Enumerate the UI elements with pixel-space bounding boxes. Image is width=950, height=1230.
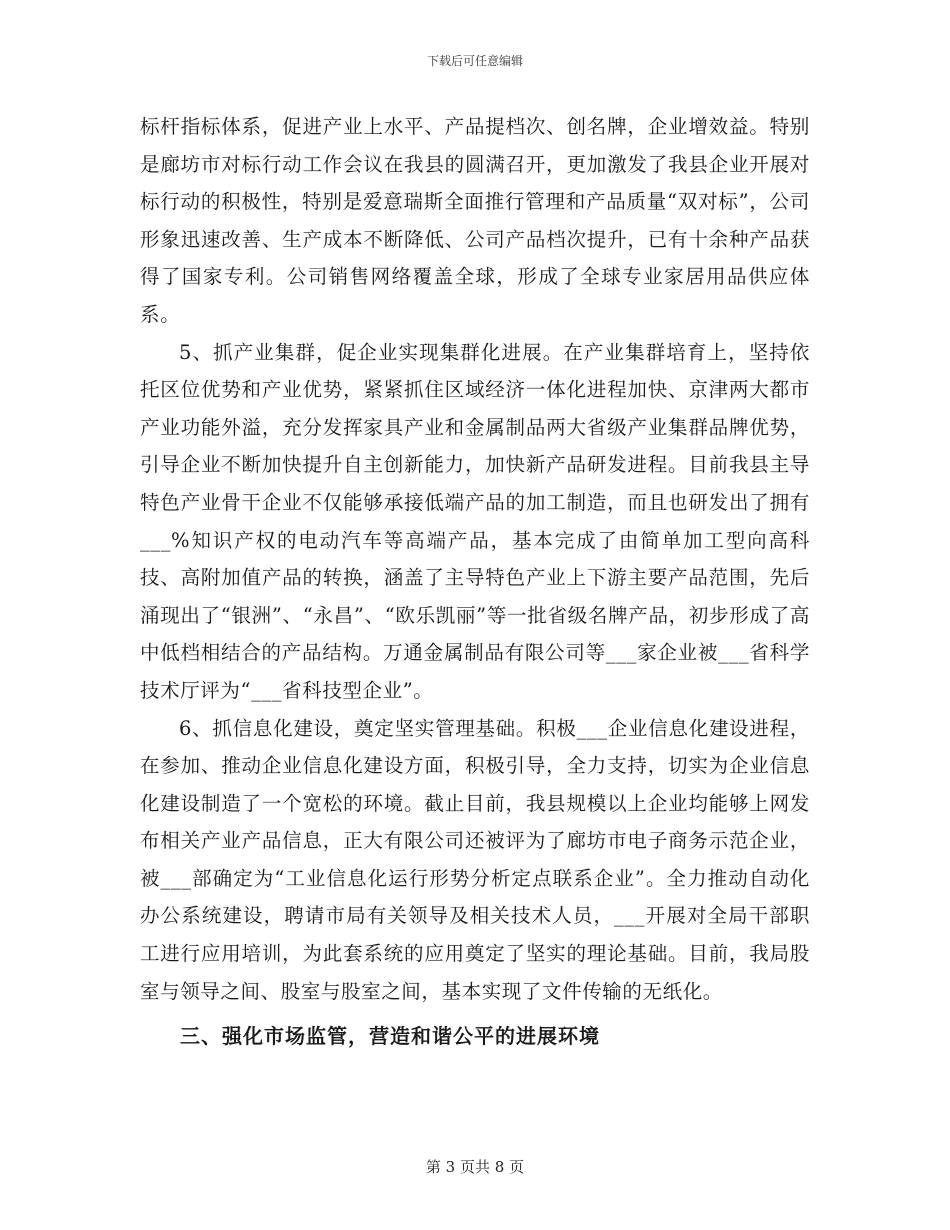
page-number: 第 3 页共 8 页 xyxy=(425,1158,525,1176)
paragraph-continued: 标杆指标体系，促进产业上水平、产品提档次、创名牌，企业增效益。特别是廊坊市对标行动工作会议在我县的圆满召开，更加激发了我县企业开展对标行动的积极性，特别是爱意瑞斯全面推行管理和产品质量“双对标”，公司形象迅速改善、生产成本不断降低、公司产品档次提升，已有十余种产品获得了国家专利。公司销售网络覆盖全球，形成了全球专业家居用品供应体系。 xyxy=(140,115,810,326)
paragraph-informatization: 6、抓信息化建设，奠定坚实管理基础。积极___企业信息化建设进程，在参加、推动企业信息化建设方面，积极引导，全力支持，切实为企业信息化建设制造了一个宽松的环境。截止目前，我县规模以上企业均能够上网发布相关产业产品信息，正大有限公司还被评为了廊坊市电子商务示范企业，被___部确定为“工业信息化运行形势分析定点联系企业”。全力推动自动化办公系统建设，聘请市局有关领导及相关技术人员，___开展对全局干部职工进行应用培训，为此套系统的应用奠定了坚实的理论基础。目前，我局股室与领导之间、股室与股室之间，基本实现了文件传输的无纸化。 xyxy=(140,716,810,1003)
page-header: 下载后可任意编辑 xyxy=(426,54,523,68)
paragraph-industry-cluster: 5、抓产业集群，促企业实现集群化进展。在产业集群培育上，坚持依托区位优势和产业优势，紧紧抓住区域经济一体化进程加快、京津两大都市产业功能外溢，充分发挥家具产业和金属制品两大省级产业集群品牌优势，引导企业不断加快提升自主创新能力，加快新产品研发进程。目前我县主导特色产业骨干企业不仅能够承接低端产品的加工制造，而且也研发出了拥有___%知识产权的电动汽车等高端产品，基本完成了由简单加工型向高科技、高附加值产品的转换，涵盖了主导特色产业上下游主要产品范围，先后涌现出了“银洲”、“永昌”、“欧乐凯丽”等一批省级名牌产品，初步形成了高中低档相结合的产品结构。万通金属制品有限公司等___家企业被___省科学技术厅评为“___省科技型企业”。 xyxy=(140,340,810,702)
document-body xyxy=(140,108,810,1056)
section-heading: 三、强化市场监管，营造和谐公平的进展环境 xyxy=(180,1024,600,1049)
